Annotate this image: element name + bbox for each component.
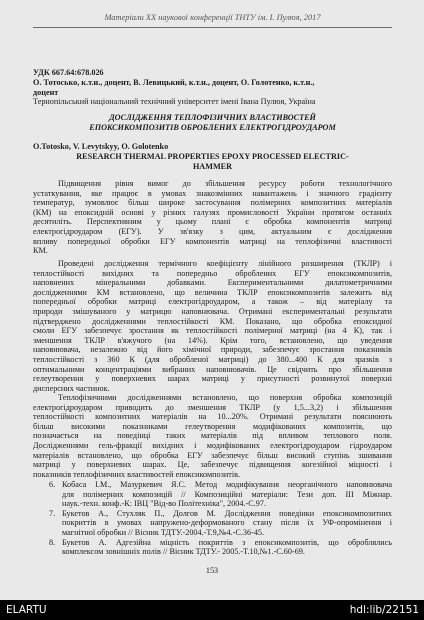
affiliation: Тернопільський національний технічний університет імені Івана Пулюя, Україна: [33, 97, 316, 107]
paragraph-line: Дослідженнями гель-фракції вихідних і модифікованих електрогідроударом гідроударом: [33, 440, 392, 450]
repository-name: ELARTU: [6, 604, 47, 616]
paragraph-line: дисперсних частинок.: [33, 383, 110, 393]
paragraph-line: зменшення ТКЛР в'яжучого (на 14%). Крім того, встановлено, що уведення: [33, 335, 392, 345]
paragraph-line: смоли ЕГУ забезпечує зростання як теплостійкості полімерної матриці (на 4 К), так і: [33, 326, 392, 336]
paragraph-line: теплостійкості з 360 К (для обробленої матриці) до 380...400 К для зразків з: [33, 354, 392, 364]
paragraph-line: більш високими показниками гелеутворення модифікованих композитів, що: [33, 421, 392, 431]
authors-line: О. Тотосько, к.т.н., доцент, В. Левицький, к.т.н., доцент, О. Голотенко, к.т.н.,: [33, 78, 315, 87]
authors-english: O.Totosko, V. Levytskyy, O. Golotenko: [33, 142, 169, 151]
paragraph-line: устаткування, яке працює в умовах знакозмінних навантажень і значного градієнту: [33, 188, 392, 198]
paragraph-line: температур, зумовлює більш широке застосування полімерних композитних матеріалів: [33, 198, 392, 208]
authors-line-continued: доцент: [33, 87, 59, 97]
paragraph-line: теплостійкості вихідних та попередньо оброблених ЕГУ епоксикомпозитів,: [33, 268, 392, 278]
paragraph-line: теплостійкості композитних матеріалів на 10...20%. Отримані результати пояснюють: [33, 412, 392, 422]
body-paragraph-2: [33, 259, 392, 393]
paragraph-line: дослідженнями КМ встановлено, що величина ТКЛР епоксикомпозитів залежить від: [33, 287, 392, 297]
header-rule: [33, 27, 392, 28]
page-number: 153: [205, 566, 219, 575]
title-line: HAMMER: [192, 161, 233, 171]
reference-line: комплексом зовнішніх полів // Вісник ТДТУ.- 2005.-Т.10,№1.-С.60-69.: [62, 547, 305, 557]
paragraph-line: електрогідроударом приводить до зменшення ТКЛР (у 1,5...3,2) і збільшення: [33, 402, 392, 412]
paragraph-line: показників теплофізичних властивостей епоксикомпозитів.: [33, 469, 241, 479]
reference-line: магнітної обробки // Вісник ТДТУ.-2004.-Т.9,№4.-С.36-45.: [62, 527, 265, 537]
paragraph-line: електрогідроударом (ЕГУ). У зв'язку з цим, актуальним є дослідження: [33, 226, 392, 236]
reference-item: [33, 509, 392, 538]
title-english: [33, 152, 392, 171]
reference-number: 7.: [49, 508, 56, 518]
paragraph-line: позначається на поведінці таких матеріалів під впливом теплового поля.: [33, 431, 392, 441]
reference-line: покриттів в умовах напружено-деформованого стану після їх УФ-опромінення і: [62, 518, 392, 528]
handle-identifier: hdl:lib/22151: [349, 604, 419, 616]
reference-line: наук.-техн. конф.-К: ІВЦ "Від-во Політехніка", 2004.-С.97.: [62, 499, 267, 509]
reference-item: [33, 480, 392, 509]
paragraph-line: Проведені дослідження термічного коефіцієнту лінійного розширення (ТКЛР) і: [58, 259, 392, 268]
paragraph-line: (КМ) на епоксидній основі у різних галузях промисловості України протягом останніх: [33, 207, 392, 217]
reference-line: Кобаса І.М., Мазуркевич Я.С. Метод модифікування неорганічного наповнювача: [62, 480, 392, 489]
body-paragraph-3: [33, 393, 392, 479]
running-header: Матеріали XX наукової конференції ТНТУ ім. І. Пулюя, 2017: [104, 13, 321, 22]
authors-block: [33, 78, 392, 107]
paragraph-line: впливу попередньої обробки ЕГУ компонентів матриці на теплофізичні властивості: [33, 236, 392, 246]
paragraph-line: гелеутворення у поверхневих шарах матриці у присутності розвинутої поверхні: [33, 374, 392, 384]
paragraph-line: оптимальними концентраціями вибраних наповнювачів. Це свідчить про збільшення: [33, 364, 392, 374]
reference-line: для полімерних композицій // Композиційні матеріали: Тези доп. III Міжнар.: [62, 489, 392, 499]
udc-code: УДК 667.64:678.026: [33, 68, 104, 77]
paragraph-line: природи змішуваного у матрицю наповнювача. Отримані експериментальні результати: [33, 306, 392, 316]
reference-item: [33, 538, 392, 557]
reference-list: [33, 480, 392, 557]
reference-number: 6.: [49, 480, 56, 489]
paragraph-line: наповнювача, незалежно від його хімічної природи, забезпечує зростання показників: [33, 345, 392, 355]
paragraph-line: наповнених мінеральними добавками. Експериментальними дилатометричними: [33, 278, 392, 288]
repository-footer-bar: [0, 600, 424, 620]
paragraph-line: Теплофізичними дослідженнями встановлено, що поверхня обробка композицій: [58, 393, 392, 402]
paragraph-line: Підвищення рівня вимог до збільшення ресурсу роботи технологічного: [58, 179, 392, 188]
title-ukrainian: [33, 113, 392, 132]
body-paragraph-1: [33, 179, 392, 256]
paragraph-line: матриці у поверхневих шарах. Це, забезпечує підвищення когезійної міцності і: [33, 460, 392, 470]
reference-number: 8.: [49, 537, 56, 547]
paragraph-line: попередньої обробки матриці електрогідроударом, а також – від матеріалу та: [33, 297, 392, 307]
reference-line: Букетов А., Стухляк П., Долгов М. Дослідження поведінки епоксикомпозитних: [62, 508, 392, 518]
reference-line: Букетов А. Адгезійна міцність покриттів з епоксикомпозитів, що оброблялись: [62, 537, 392, 547]
title-line: RESEARCH THERMAL PROPERTIES EPOXY PROCESSED ELECTRIC-: [76, 152, 349, 161]
title-line: ДОСЛІДЖЕННЯ ТЕПЛОФІЗИЧНИХ ВЛАСТИВОСТЕЙ: [109, 113, 316, 122]
paragraph-line: матеріалів встановлено, що обробка ЕГУ забезпечує більш високий ступінь зшивання: [33, 450, 392, 460]
paragraph-line: підтверджено дослідженнями теплостійкості КМ. Показано, що обробка епоксидної: [33, 316, 392, 326]
paragraph-line: КМ.: [33, 246, 48, 256]
title-line: ЕПОКСИКОМПОЗИТІВ ОБРОБЛЕНИХ ЕЛЕКТРОГІДРОУДАРОМ: [89, 122, 336, 132]
paragraph-line: десятиліть. Перспективним у цьому плані є обробка компонентів матриці: [33, 217, 392, 227]
